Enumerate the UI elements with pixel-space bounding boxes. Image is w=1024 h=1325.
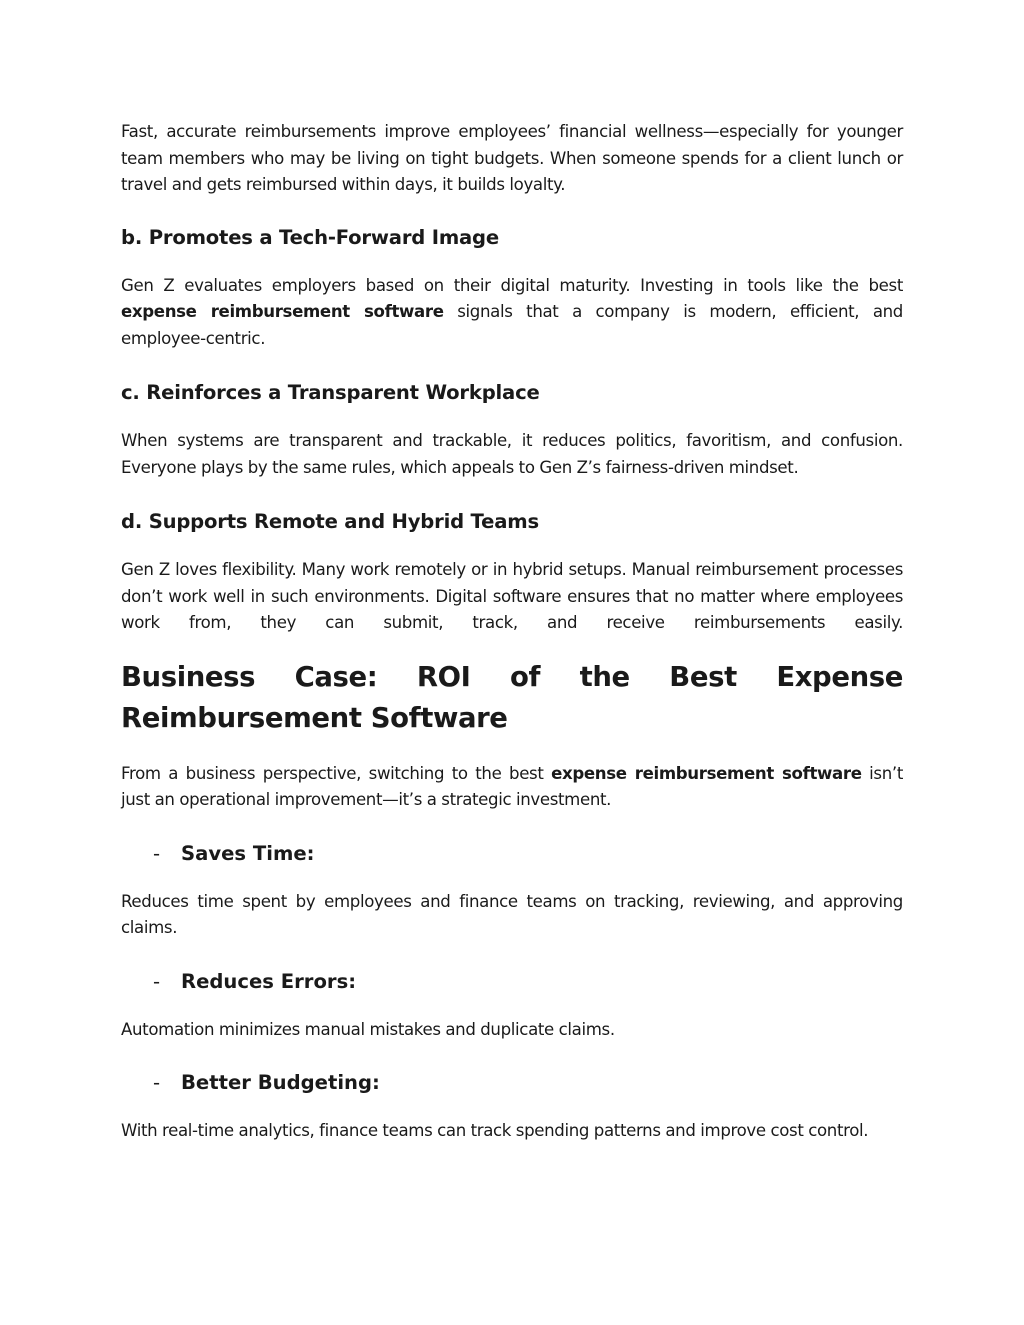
section-c-heading: c. Reinforces a Transparent Workplace [121, 381, 540, 404]
section-b-text-after: signals that a company is modern, efficient, and employee-centric. [121, 302, 903, 348]
section-b-bold: expense reimbursement software [121, 302, 444, 321]
business-case-intro-before: From a business perspective, switching to the best [121, 763, 544, 783]
section-b-paragraph [121, 273, 903, 353]
bullet-dash: - [153, 1071, 161, 1094]
business-case-intro-bold: expense reimbursement software [551, 763, 862, 783]
document-page [121, 119, 903, 1145]
bullet-text: With real-time analytics, finance teams can track spending patterns and improve cost control. [121, 1121, 869, 1140]
list-item [121, 969, 903, 995]
list-item [121, 1070, 903, 1096]
intro-paragraph: Fast, accurate reimbursements improve employees’ financial wellness—especially for younger team members who may be living on tight budgets. When someone spends for a client lunch or travel and gets reimbursed within days, it builds loyalty. [121, 122, 903, 194]
bullet-text: Automation minimizes manual mistakes and duplicate claims. [121, 1019, 615, 1039]
section-d-heading: d. Supports Remote and Hybrid Teams [121, 510, 539, 533]
bullet-text: Reduces time spent by employees and finance teams on tracking, reviewing, and approving claims. [121, 891, 903, 937]
section-b-text-before: Gen Z evaluates employers based on their digital maturity. Investing in tools like the best [121, 275, 903, 295]
business-case-intro [121, 761, 903, 814]
business-case-heading: Business Case: ROI of the Best Expense Reimbursement Software [121, 660, 903, 734]
list-item [121, 841, 903, 867]
section-c-paragraph: When systems are transparent and trackable, it reduces politics, favoritism, and confusion. Everyone plays by the same rules, which appeals to Gen Z’s fairness-driven mindset. [121, 431, 903, 477]
bullet-title: Saves Time: [181, 841, 315, 865]
bullet-title: Reduces Errors: [181, 969, 357, 993]
bullet-title: Better Budgeting: [181, 1071, 380, 1094]
business-case-intro-after: isn’t just an operational improvement—it’s a strategic investment. [121, 763, 903, 809]
section-d-paragraph: Gen Z loves flexibility. Many work remotely or in hybrid setups. Manual reimbursement processes don’t work well in such environments. Digital software ensures that no matter where employees work from, they can submit, track, and receive reimbursements easily. [121, 560, 903, 632]
bullet-dash: - [153, 969, 161, 993]
section-b-heading: b. Promotes a Tech-Forward Image [121, 225, 499, 249]
bullet-dash: - [153, 841, 161, 865]
